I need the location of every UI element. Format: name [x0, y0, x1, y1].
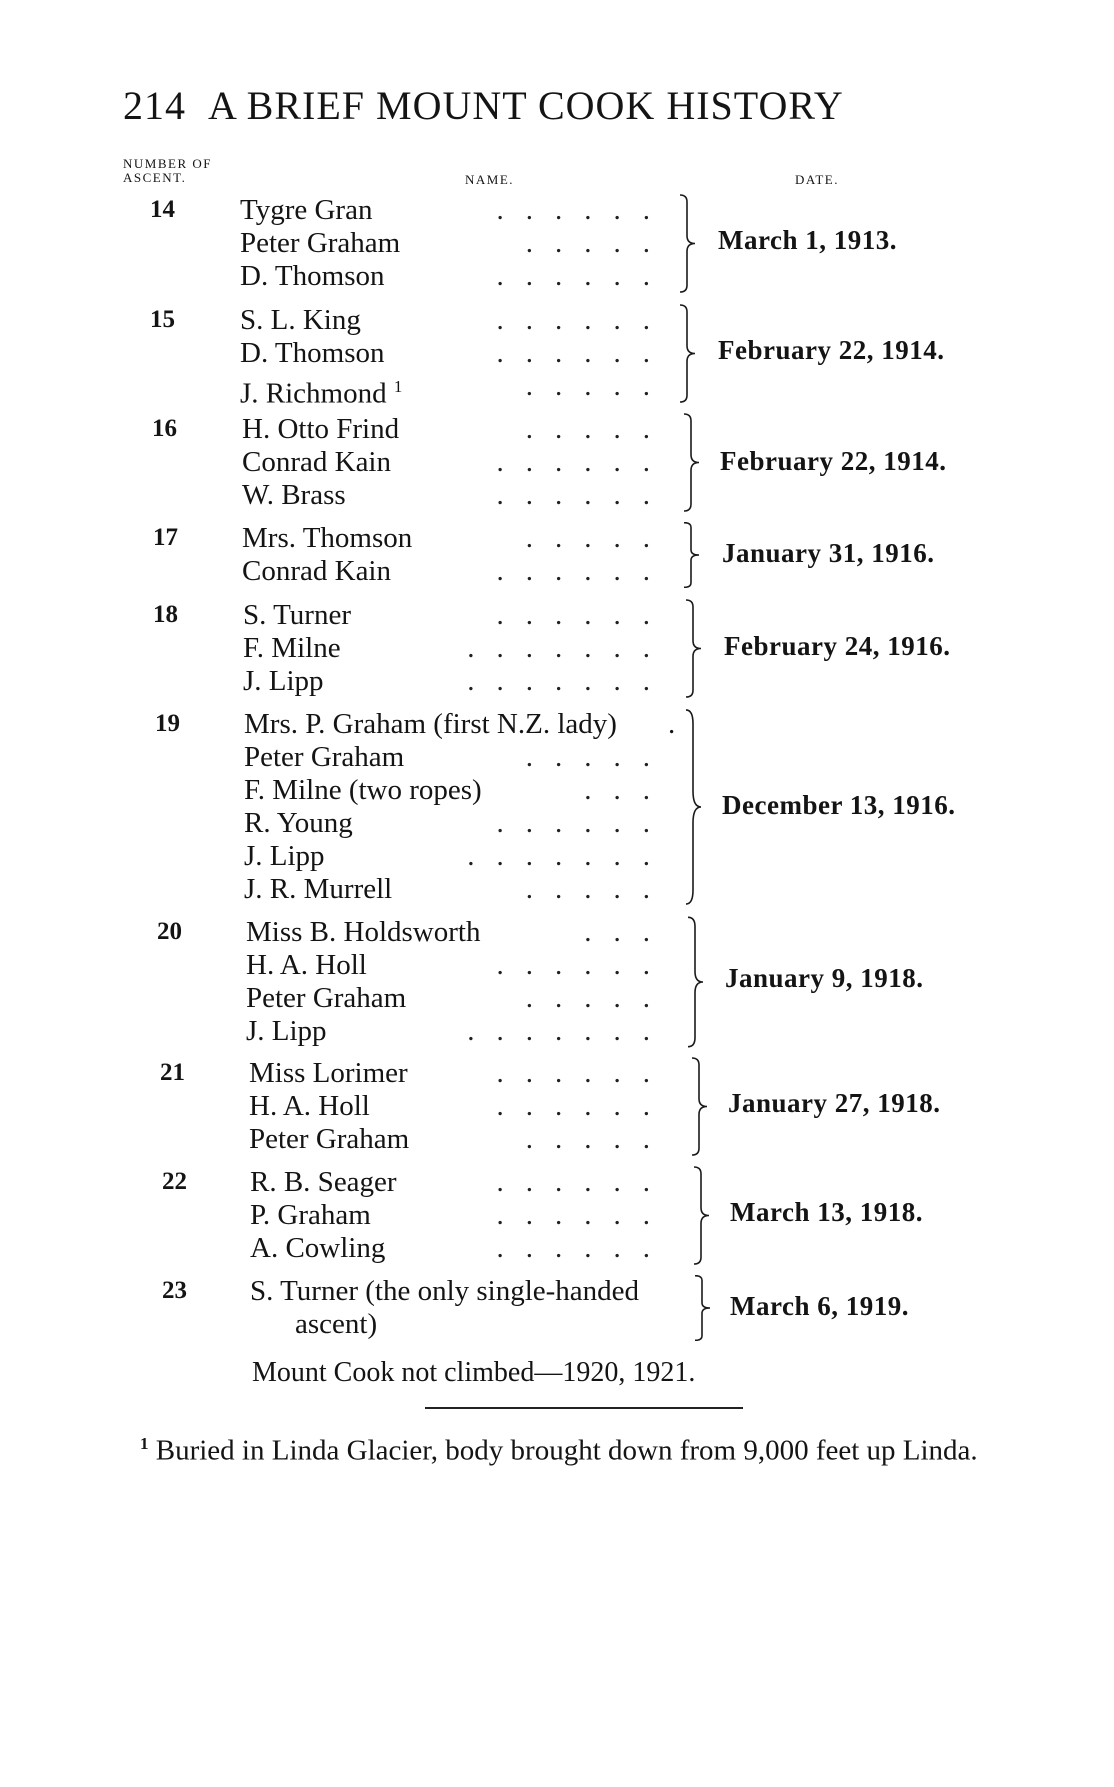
footnote: [140, 1425, 1020, 1470]
ascent-date: February 22, 1914.: [720, 446, 947, 476]
ascent-number: 18: [153, 601, 178, 628]
ascent-number: 14: [150, 196, 175, 223]
ascent-date: January 27, 1918.: [728, 1088, 941, 1118]
ascent-entry: 16 H. Otto Frind ..... Conrad Kain ...... W. Brass ...... February 22, 1914.: [152, 413, 947, 511]
grouping-brace: [684, 708, 702, 906]
column-header-ascent: NUMBER OF ASCENT.: [123, 156, 212, 185]
ascent-entry: 17 Mrs. Thomson ..... Conrad Kain ...... January 31, 1916.: [153, 522, 935, 587]
grouping-brace: [692, 1166, 710, 1265]
footnote-reference: 1: [393, 377, 403, 396]
ascent-entry: 15 S. L. King ...... D. Thomson ...... J. Richmond $^1$ ..... February 22, 1914.: [150, 304, 945, 410]
grouping-brace: [678, 304, 696, 403]
grouping-brace: [682, 413, 700, 512]
ascent-entry: 20 Miss B. Holdsworth ... H. A. Holl ...... Peter Graham ..... J. Lipp ....... January 9, 1918.: [157, 916, 924, 1047]
ascent-number: 21: [160, 1059, 185, 1086]
footnote-divider: [425, 1407, 743, 1409]
running-title: A BRIEF MOUNT COOK HISTORY: [208, 83, 844, 128]
ascent-number: 23: [162, 1277, 187, 1304]
footnote-marker: 1: [140, 1434, 149, 1453]
ascent-date: February 22, 1914.: [718, 335, 945, 365]
ascent-date: December 13, 1916.: [722, 790, 956, 820]
ascent-number: 17: [153, 524, 178, 551]
grouping-brace: [684, 599, 702, 698]
grouping-brace: [690, 1057, 708, 1156]
ascent-number: 19: [155, 710, 180, 737]
ascent-date: March 6, 1919.: [730, 1291, 909, 1321]
ascent-number: 20: [157, 918, 182, 945]
grouping-brace: [686, 916, 704, 1048]
grouping-brace: [693, 1275, 711, 1341]
ascent-date: February 24, 1916.: [724, 631, 951, 661]
ascent-entry: 18 S. Turner ...... F. Milne ....... J. Lipp ....... February 24, 1916.: [153, 599, 951, 697]
grouping-brace: [678, 194, 696, 293]
ascent-number: 22: [162, 1168, 187, 1195]
grouping-brace: [682, 522, 700, 588]
ascent-date: March 1, 1913.: [718, 225, 897, 255]
ascent-entry: 21 Miss Lorimer ...... H. A. Holl ...... Peter Graham ..... January 27, 1918.: [160, 1057, 941, 1155]
ascent-entry: 22 R. B. Seager ...... P. Graham ...... A. Cowling ...... March 13, 1918.: [162, 1166, 923, 1264]
ascent-date: January 31, 1916.: [722, 538, 935, 568]
column-header-date: DATE.: [795, 172, 839, 187]
page-header: [123, 82, 844, 129]
column-header-name: NAME.: [465, 172, 515, 187]
ascent-entry: 23 S. Turner (the only single-handed ascent) March 6, 1919.: [162, 1275, 909, 1340]
not-climbed-note: Mount Cook not climbed—1920, 1921.: [252, 1357, 696, 1388]
ascent-entry: 19 Mrs. P. Graham (first N.Z. lady) . Peter Graham ..... F. Milne (two ropes) ... R. Young ...... J. Lipp ....... J. R. Murrell ..... December 13, 1916.: [155, 708, 956, 905]
ascent-number: 15: [150, 306, 175, 333]
ascent-date: March 13, 1918.: [730, 1197, 923, 1227]
ascent-number: 16: [152, 415, 177, 442]
ascent-date: January 9, 1918.: [725, 963, 924, 993]
page-number: 214: [123, 83, 186, 128]
ascent-entry: 14 Tygre Gran ...... Peter Graham ..... D. Thomson ...... March 1, 1913.: [150, 194, 897, 292]
footnote-text: Buried in Linda Glacier, body brought down from 9,000 feet up Linda.: [155, 1434, 978, 1467]
